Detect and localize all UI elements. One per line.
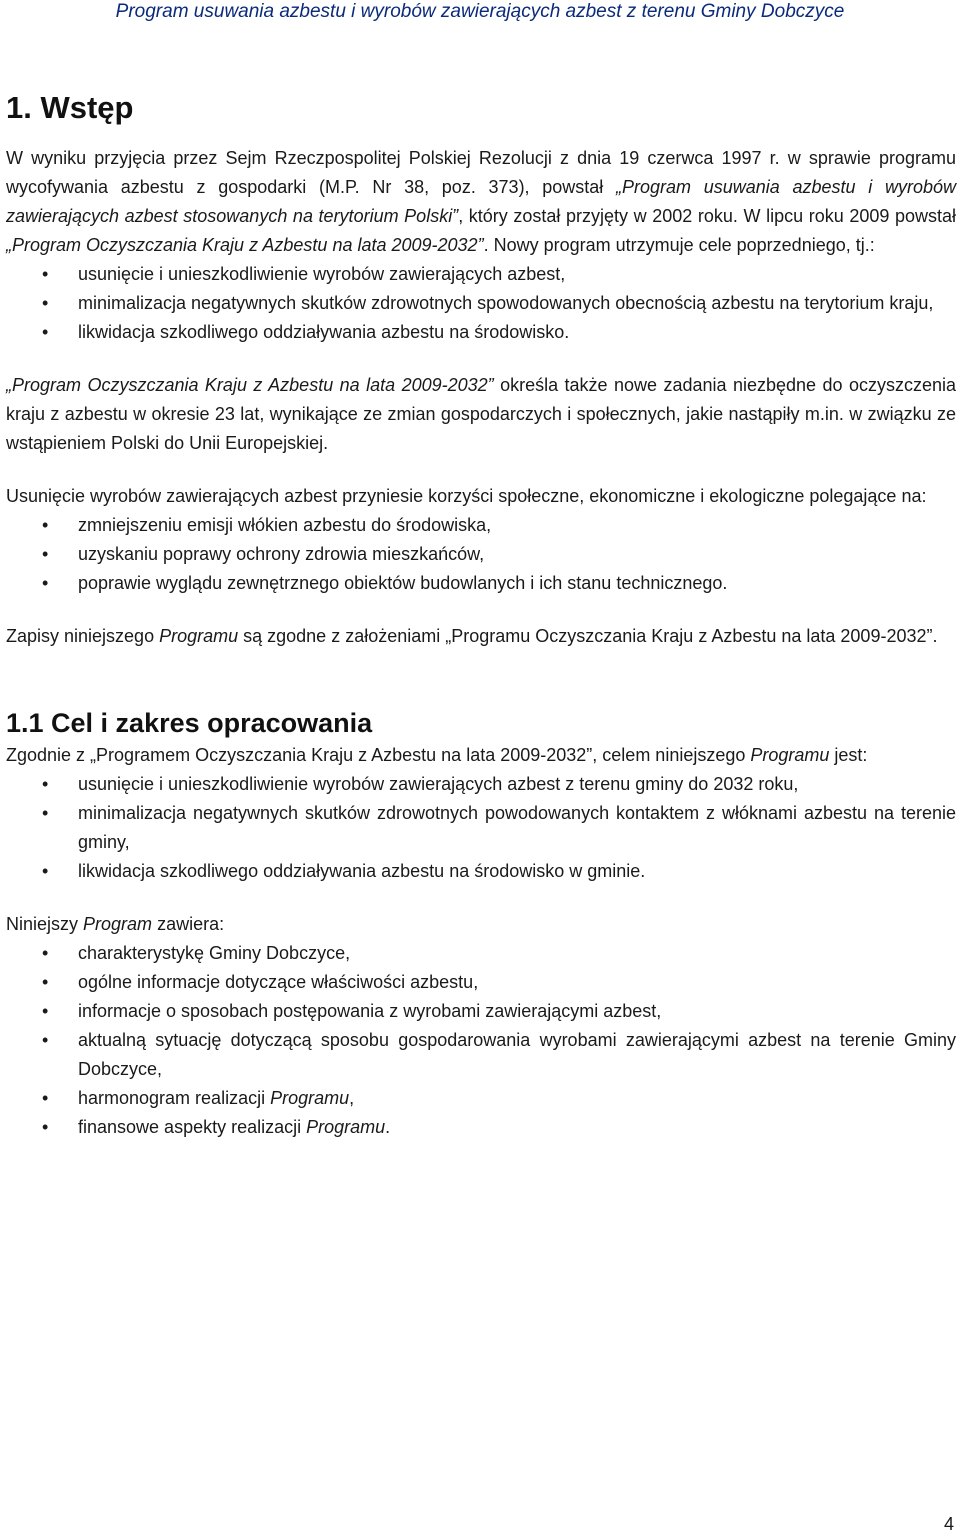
list-item: • uzyskaniu poprawy ochrony zdrowia mieszkańców,: [6, 540, 956, 569]
list-item: • poprawie wyglądu zewnętrznego obiektów budowlanych i ich stanu technicznego.: [6, 569, 956, 598]
bullet-icon: •: [42, 515, 49, 535]
list-item: • zmniejszeniu emisji włókien azbestu do środowiska,: [6, 511, 956, 540]
list-item: • charakterystykę Gminy Dobczyce,: [6, 939, 956, 968]
bullet-icon: •: [42, 1117, 49, 1137]
document-body: [6, 84, 956, 1142]
running-header: Program usuwania azbestu i wyrobów zawierających azbest z terenu Gminy Dobczyce: [115, 1, 845, 22]
list-item: • harmonogram realizacji Programu,: [6, 1084, 956, 1113]
bullet-icon: •: [42, 293, 49, 313]
section-heading-cel: 1.1 Cel i zakres opracowania: [6, 708, 373, 738]
list-item: • ogólne informacje dotyczące właściwości azbestu,: [6, 968, 956, 997]
contents-paragraph: Niniejszy Program zawiera:: [6, 914, 225, 934]
bullet-icon: •: [42, 943, 49, 963]
bullet-icon: •: [42, 322, 49, 342]
benefits-list: [6, 511, 956, 598]
bullet-icon: •: [42, 1088, 49, 1108]
bullet-icon: •: [42, 774, 49, 794]
list-item: • informacje o sposobach postępowania z wyrobami zawierającymi azbest,: [6, 997, 956, 1026]
compliance-paragraph: Zapisy niniejszego Programu są zgodne z założeniami „Programu Oczyszczania Kraju z Azbestu na lata 2009-2032”.: [6, 626, 938, 646]
list-item: • aktualną sytuację dotyczącą sposobu gospodarowania wyrobami zawierającymi azbest na terenie Gminy Dobczyce,: [6, 1026, 956, 1084]
list-item: • minimalizacja negatywnych skutków zdrowotnych powodowanych kontaktem z włóknami azbestu na terenie gminy,: [6, 799, 956, 857]
bullet-icon: •: [42, 1030, 49, 1050]
bullet-icon: •: [42, 972, 49, 992]
list-item: • likwidacja szkodliwego oddziaływania azbestu na środowisko w gminie.: [6, 857, 956, 886]
bullet-icon: •: [42, 861, 49, 881]
contents-list: [6, 939, 956, 1142]
list-item: • minimalizacja negatywnych skutków zdrowotnych spowodowanych obecnością azbestu na terytorium kraju,: [6, 289, 956, 318]
list-item: • finansowe aspekty realizacji Programu.: [6, 1113, 956, 1142]
list-item: • usunięcie i unieszkodliwienie wyrobów zawierających azbest,: [6, 260, 956, 289]
page-number: 4: [943, 1514, 954, 1534]
bullet-icon: •: [42, 803, 49, 823]
goals-list: [6, 260, 956, 347]
list-item: • usunięcie i unieszkodliwienie wyrobów zawierających azbest z terenu gminy do 2032 roku,: [6, 770, 956, 799]
program-paragraph: „Program Oczyszczania Kraju z Azbestu na lata 2009-2032” określa także nowe zadania niezbędne do oczyszczenia kraju z azbestu w okresie 23 lat, wynikające ze zmian gospodarczych i społecznych, jakie nastąpiły m.in. w związku ze wstąpieniem Polski do Unii Europejskiej.: [6, 375, 956, 453]
program-goals-list: [6, 770, 956, 886]
bullet-icon: •: [42, 264, 49, 284]
goal-paragraph: Zgodnie z „Programem Oczyszczania Kraju z Azbestu na lata 2009-2032”, celem niniejszego Programu jest:: [6, 745, 868, 765]
section-heading-wstep: 1. Wstęp: [6, 90, 134, 125]
intro-paragraph: W wyniku przyjęcia przez Sejm Rzeczpospolitej Polskiej Rezolucji z dnia 19 czerwca 1997 r. w sprawie programu wycofywania azbestu z gospodarki (M.P. Nr 38, poz. 373), powstał „Program usuwania azbestu i wyrobów zawierających azbest stosowanych na terytorium Polski”, który został przyjęty w 2002 roku. W lipcu roku 2009 powstał „Program Oczyszczania Kraju z Azbestu na lata 2009-2032”. Nowy program utrzymuje cele poprzedniego, tj.:: [6, 148, 956, 255]
benefits-paragraph: Usunięcie wyrobów zawierających azbest przyniesie korzyści społeczne, ekonomiczne i ekologiczne polegające na:: [6, 486, 927, 506]
bullet-icon: •: [42, 1001, 49, 1021]
bullet-icon: •: [42, 573, 49, 593]
list-item: • likwidacja szkodliwego oddziaływania azbestu na środowisko.: [6, 318, 956, 347]
bullet-icon: •: [42, 544, 49, 564]
